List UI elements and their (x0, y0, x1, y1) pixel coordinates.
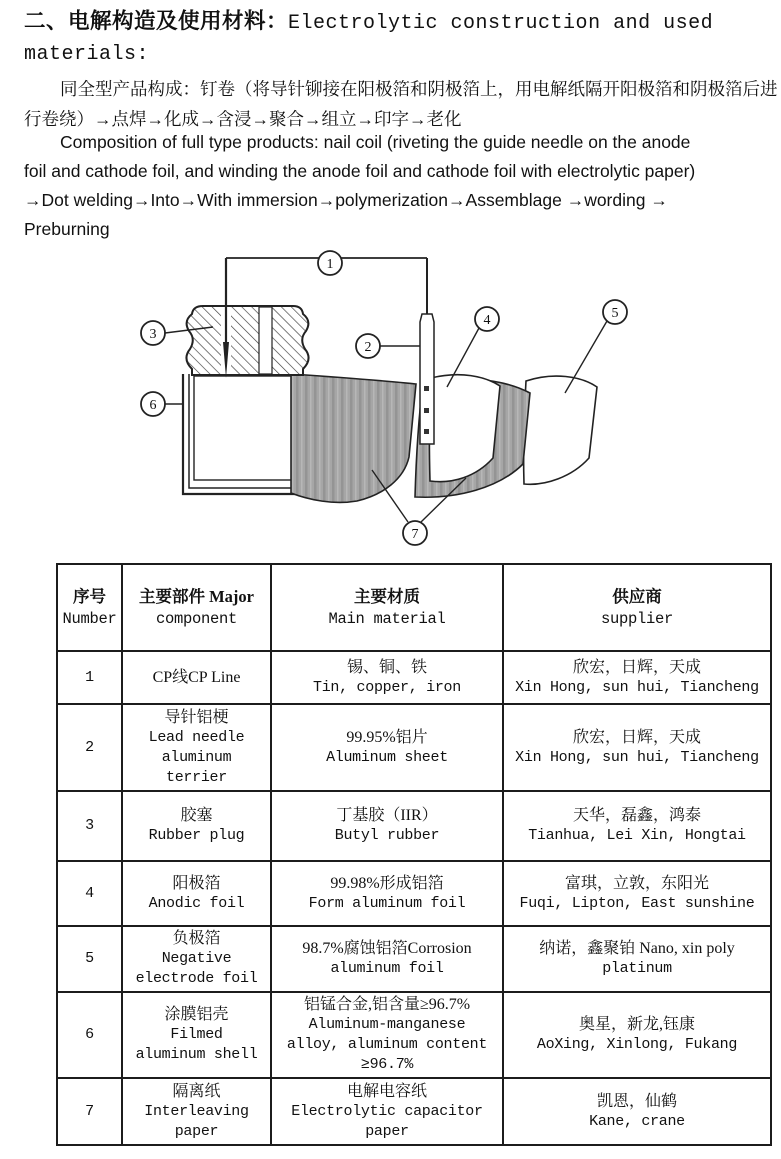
table-row (57, 861, 771, 926)
capacitor-diagram (125, 250, 775, 552)
callout-2: 2 (364, 340, 372, 355)
shell-interior (194, 376, 294, 480)
callout-6: 6 (149, 398, 157, 413)
callout-4: 4 (483, 313, 491, 328)
cell-material: 电解电容纸 Electrolytic capacitor paper (271, 1078, 503, 1145)
callout-5: 5 (611, 306, 619, 321)
cell-number: 1 (57, 651, 122, 704)
lead2-tab (420, 314, 434, 444)
callout-7: 7 (411, 527, 419, 542)
separator-paper-1-shape (291, 374, 416, 502)
cell-component: CP线CP Line (122, 651, 271, 704)
cell-material: 锡、铜、铁 Tin, copper, iron (271, 651, 503, 704)
cell-number: 2 (57, 704, 122, 791)
paragraph-zh (24, 74, 781, 134)
cell-material: 丁基胶（IIR） Butyl rubber (271, 791, 503, 861)
rivet (424, 408, 429, 413)
paragraph-zh-line2: 行卷绕）→点焊→化成→含浸→聚合→组立→印字→老化 (24, 109, 462, 129)
cell-component: 胶塞 Rubber plug (122, 791, 271, 861)
cell-component: 导针铝梗 Lead needle aluminum terrier (122, 704, 271, 791)
paragraph-zh-line1: 同全型产品构成：钉卷（将导针铆接在阳极箔和阴极箔上，用电解纸隔开阳极箔和阴极箔后进 (60, 79, 778, 99)
table-row (57, 704, 771, 791)
cell-number: 4 (57, 861, 122, 926)
paragraph-en-line3: →Dot welding→Into→With immersion→polymerization→Assemblage →wording → (24, 190, 668, 210)
header-material: 主要材质 Main material (271, 564, 503, 651)
materials-table (56, 563, 772, 1146)
cell-material: 铝锰合金,铝含量≥96.7% Aluminum-manganese alloy, aluminum content ≥96.7% (271, 992, 503, 1078)
cell-number: 6 (57, 992, 122, 1078)
table-row (57, 926, 771, 992)
rivet (424, 429, 429, 434)
cell-material: 99.98%形成铝箔 Form aluminum foil (271, 861, 503, 926)
plug-vent-channel (259, 307, 272, 374)
cell-component: 隔离纸 Interleaving paper (122, 1078, 271, 1145)
cell-supplier: 凯恩，仙鹤 Kane, crane (503, 1078, 771, 1145)
table-row (57, 791, 771, 861)
heading-line1 (24, 6, 781, 39)
paragraph-en-line2: foil and cathode foil, and winding the anode foil and cathode foil with electrolytic paper) (24, 161, 696, 181)
paragraph-en (24, 128, 781, 244)
cathode-foil-shape (524, 376, 597, 484)
cell-supplier: 欣宏，日辉，天成 Xin Hong, sun hui, Tiancheng (503, 704, 771, 791)
rivet (424, 386, 429, 391)
cell-supplier: 天华，磊鑫，鸿泰 Tianhua, Lei Xin, Hongtai (503, 791, 771, 861)
table-row (57, 992, 771, 1078)
cell-number: 5 (57, 926, 122, 992)
header-number: 序号 Number (57, 564, 122, 651)
cell-supplier: 奥星，新龙,钰康 AoXing, Xinlong, Fukang (503, 992, 771, 1078)
heading-line2: materials: (24, 43, 150, 66)
cell-supplier: 纳诺，鑫聚铂 Nano, xin poly platinum (503, 926, 771, 992)
callout-1: 1 (326, 257, 334, 272)
cell-component: 阳极箔 Anodic foil (122, 861, 271, 926)
paragraph-en-line1: Composition of full type products: nail coil (riveting the guide needle on the anode (60, 132, 691, 152)
cell-material: 98.7%腐蚀铝箔Corrosion aluminum foil (271, 926, 503, 992)
paragraph-en-line4: Preburning (24, 219, 110, 239)
cell-supplier: 富琪，立敦，东阳光 Fuqi, Lipton, East sunshine (503, 861, 771, 926)
cell-material: 99.95%铝片 Aluminum sheet (271, 704, 503, 791)
cell-supplier: 欣宏，日辉，天成 Xin Hong, sun hui, Tiancheng (503, 651, 771, 704)
rubber-plug-shape (186, 306, 308, 375)
header-supplier: 供应商 supplier (503, 564, 771, 651)
table-header-row (57, 564, 771, 651)
header-component: 主要部件 Major component (122, 564, 271, 651)
cell-number: 7 (57, 1078, 122, 1145)
section-heading (24, 6, 781, 70)
heading-en: Electrolytic construction and used (288, 12, 714, 35)
heading-zh: 二、电解构造及使用材料： (24, 9, 289, 33)
cell-number: 3 (57, 791, 122, 861)
cell-component: 负极箔 Negative electrode foil (122, 926, 271, 992)
table-row (57, 651, 771, 704)
cell-component: 涂膜铝壳 Filmed aluminum shell (122, 992, 271, 1078)
callout-3: 3 (149, 327, 157, 342)
table-row (57, 1078, 771, 1145)
